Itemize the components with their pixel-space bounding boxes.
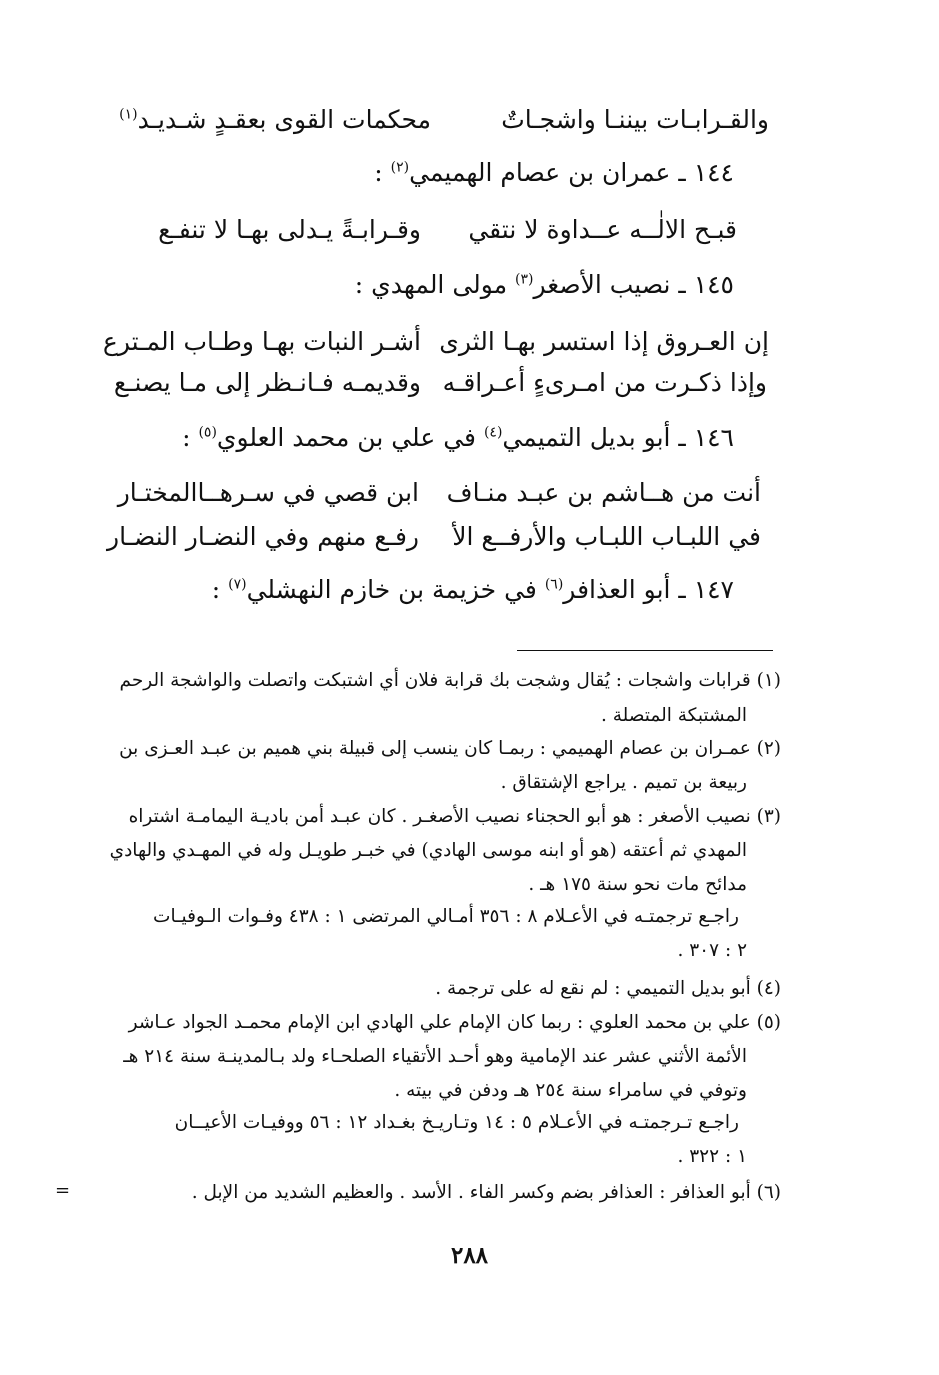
footnote-ref-1: (١) [119, 106, 138, 123]
verse-5-right-hemistich: أنت من هــاشم بن عبـد منـاف [446, 478, 761, 507]
footnote-ref-4: (٤) [483, 424, 503, 441]
verse-5-left-hemistich: ابن قصي في سـرهــاالمختـار [117, 478, 419, 507]
heading-146: ١٤٦ ـ أبو بديل التميمي$^{(٤)}$ في علي بن محمد العلوي$^{(٥)}$ : [182, 423, 734, 452]
footnote-5-line-1: (٥) علي بن محمد العلوي : ربما كان الإمام علي الهادي ابن الإمام محمـد الجواد عـاشر [128, 1012, 781, 1033]
footnote-ref-5: (٥) [198, 424, 217, 441]
footnote-3-line-2: المهدي ثم أعتقه (هو أو ابنه موسى الهادي) في خبـر طويـل وله في المهـدي والهادي [109, 840, 747, 861]
verse-4-left-hemistich: وقديمـه فـانـظر إلى مـا يصنـع [113, 368, 421, 397]
footnote-ref-2: (٢) [390, 159, 410, 176]
footnote-separator [517, 650, 773, 651]
heading-145: ١٤٥ ـ نصيب الأصغر$^{(٣)}$ مولى المهدي : [354, 270, 734, 299]
verse-6-right-hemistich: في اللبـاب اللبـاب والأرفــع الأ [452, 522, 761, 551]
footnote-3-line-5: ٢ : ٣٠٧ . [677, 940, 747, 961]
footnote-3-line-3: مدائح مات نحو سنة ١٧٥ هـ . [528, 874, 747, 895]
footnote-ref-6: (٦) [544, 576, 564, 593]
footnote-4: (٤) أبو بديل التميمي : لم نقع له على ترجمة . [435, 978, 781, 999]
footnote-6: (٦) أبو العذافر : العذافر بضم وكسر الفاء . الأسد . والعظيم الشديد من الإبل . [191, 1182, 781, 1203]
footnote-2-line-1: (٢) عمـران بن عصام الهميمي : ربمـا كان ينسب إلى قبيلة بني هميم بن عبـد العـزى بن [119, 738, 781, 759]
footnote-ref-3: (٣) [515, 271, 534, 288]
footnote-ref-7: (٧) [228, 576, 247, 593]
verse-2-right-hemistich: قبـح الالٰــه عــداوة لا نتقي [468, 215, 737, 244]
footnote-1-line-2: المشتبكة المتصلة . [600, 705, 747, 726]
footnote-5-line-5: ١ : ٣٢٢ . [677, 1146, 747, 1167]
verse-1-left-hemistich: محكمات القوى بعقـدٍ شـديـد$^{(١)}$ [119, 105, 431, 134]
verse-6-left-hemistich: رفـع منهم وفي النضـار النضـار [107, 522, 419, 551]
verse-3-left-hemistich: أشـر النبات بهـا وطـاب المـترع [102, 327, 421, 356]
footnote-2-line-2: ربيعة بن تميم . يراجع الإشتقاق . [500, 772, 747, 793]
heading-147: ١٤٧ ـ أبو العذافر$^{(٦)}$ في خزيمة بن خازم النهشلي$^{(٧)}$ : [211, 575, 734, 604]
page-number: ٢٨٨ [450, 1242, 489, 1269]
footnote-3-line-4: راجـع ترجمتـه في الأعـلام ٨ : ٣٥٦ أمـالي المرتضى ١ : ٤٣٨ وفـوات الـوفيـات [153, 906, 739, 927]
footnote-5-line-2: الأئمة الأثني عشر عند الإمامية وهو أحـد الأتقياء الصلحـاء ولد بـالمدينـة سنة ٢١٤ هـ [123, 1046, 747, 1067]
footnote-1-line-1: (١) قرابات واشجات : يُقال وشجت بك قرابة فلان أي اشتبكت واتصلت والواشجة الرحم [119, 670, 781, 691]
footnote-5-line-3: وتوفي في سامراء سنة ٢٥٤ هـ ودفن في بيته . [394, 1080, 747, 1101]
verse-1-right-hemistich: والقـرابـات بيننـا واشجـاتٌ [501, 105, 769, 134]
verse-3-right-hemistich: إن العـروق إذا استسر بهـا الثرى [439, 327, 769, 356]
verse-2-left-hemistich: وقـرابـةً يـدلى بهـا لا تنفـع [158, 215, 421, 244]
continuation-mark: = [55, 1180, 71, 1201]
footnote-3-line-1: (٣) نصيب الأصغر : هو أبو الحجناء نصيب الأصغـر . كان عبـد أمن باديـة اليمامـة اشتراه [128, 806, 781, 827]
footnote-5-line-4: راجـع تـرجمتـه في الأعـلام ٥ : ١٤ وتـاريـخ بغـداد ١٢ : ٥٦ ووفيـات الأعيــان [174, 1112, 739, 1133]
heading-144: ١٤٤ ـ عمران بن عصام الهميمي$^{(٢)}$ : [374, 158, 734, 187]
verse-4-right-hemistich: وإذا ذكـرت من امـرىءٍ أعـراقـه [442, 368, 767, 397]
